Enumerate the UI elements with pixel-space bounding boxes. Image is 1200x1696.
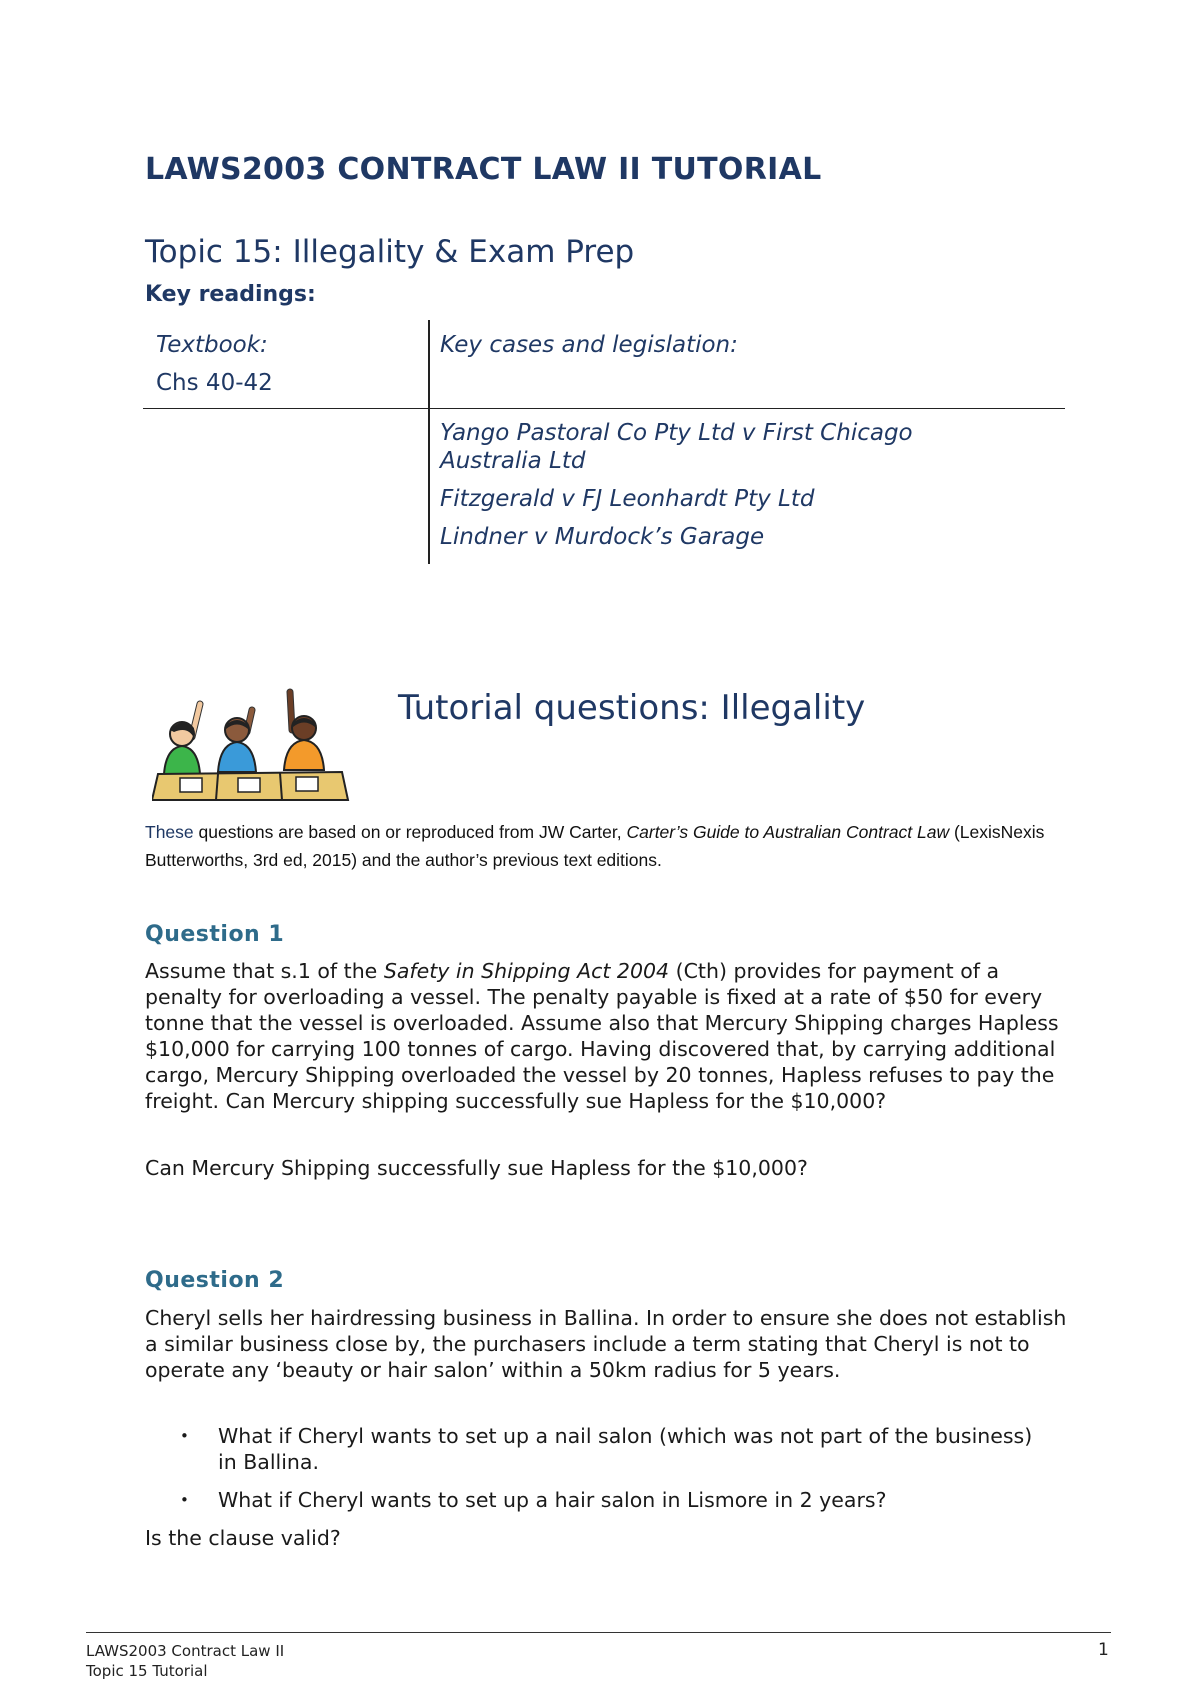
- course-title: LAWS2003 CONTRACT LAW II TUTORIAL: [145, 152, 822, 187]
- source-note-text: questions are based on or reproduced from JW Carter,: [193, 822, 627, 842]
- question-2-body: Cheryl sells her hairdressing business in Ballina. In order to ensure she does not establish a similar business close by, the purchasers include a term stating that Cheryl is not to operate any ‘beauty or hair salon’ within a 50km radius for 5 years.: [145, 1306, 1067, 1382]
- case-yango-continued: Australia Ltd: [440, 448, 586, 474]
- cases-label: Key cases and legislation:: [440, 332, 738, 358]
- key-readings-label: Key readings:: [145, 282, 316, 307]
- tutorial-questions-heading: Tutorial questions: Illegality: [398, 688, 866, 728]
- topic-title: Topic 15: Illegality & Exam Prep: [145, 234, 635, 270]
- question-1-followup: Can Mercury Shipping successfully sue Hapless for the $10,000?: [145, 1156, 808, 1180]
- footer-course: LAWS2003 Contract Law II: [86, 1642, 285, 1660]
- table-row-divider: [143, 408, 1065, 409]
- bullet-icon: •: [180, 1491, 189, 1509]
- question-1-body: [145, 958, 1070, 1114]
- source-note: [145, 818, 1055, 874]
- footer-divider: [86, 1632, 1111, 1633]
- source-note-lead: These: [145, 822, 194, 842]
- bullet-text: What if Cheryl wants to set up a nail salon (which was not part of the business) in Ballina.: [218, 1424, 1033, 1474]
- footer-topic: Topic 15 Tutorial: [86, 1662, 208, 1680]
- source-note-text-end: (LexisNexis Butterworths, 3rd ed, 2015) and the author’s previous text editions.: [145, 822, 1045, 870]
- question-1-heading: Question 1: [145, 922, 285, 947]
- textbook-chapters: Chs 40-42: [156, 370, 273, 396]
- case-lindner: Lindner v Murdock’s Garage: [440, 524, 765, 550]
- textbook-label: Textbook:: [156, 332, 268, 358]
- question-1-act: Safety in Shipping Act 2004: [383, 959, 670, 983]
- case-yango: Yango Pastoral Co Pty Ltd v First Chicago: [440, 420, 913, 446]
- source-book-title: Carter’s Guide to Australian Contract Law: [626, 822, 950, 842]
- question-2-heading: Question 2: [145, 1268, 285, 1293]
- students-raising-hands-icon: [152, 682, 352, 802]
- question-1-text: Assume that s.1 of the: [145, 959, 384, 983]
- table-column-divider: [428, 320, 430, 564]
- bullet-text: What if Cheryl wants to set up a hair salon in Lismore in 2 years?: [218, 1488, 887, 1512]
- page-number: 1: [1098, 1640, 1109, 1660]
- question-2-followup: Is the clause valid?: [145, 1526, 341, 1550]
- question-1-text-end: (Cth) provides for payment of a penalty for overloading a vessel. The penalty payable is fixed at a rate of $50 for every tonne that the vessel is overloaded. Assume also that Mercury Shipping charges Hapless $10,000 for carrying 100 tonnes of cargo. Having discovered that, by carrying additional cargo, Mercury Shipping overloaded the vessel by 20 tonnes, Hapless refuses to pay the freight. Can Mercury shipping successfully sue Hapless for the $10,000?: [145, 959, 1059, 1113]
- bullet-icon: •: [180, 1427, 189, 1445]
- case-fitzgerald: Fitzgerald v FJ Leonhardt Pty Ltd: [440, 486, 815, 512]
